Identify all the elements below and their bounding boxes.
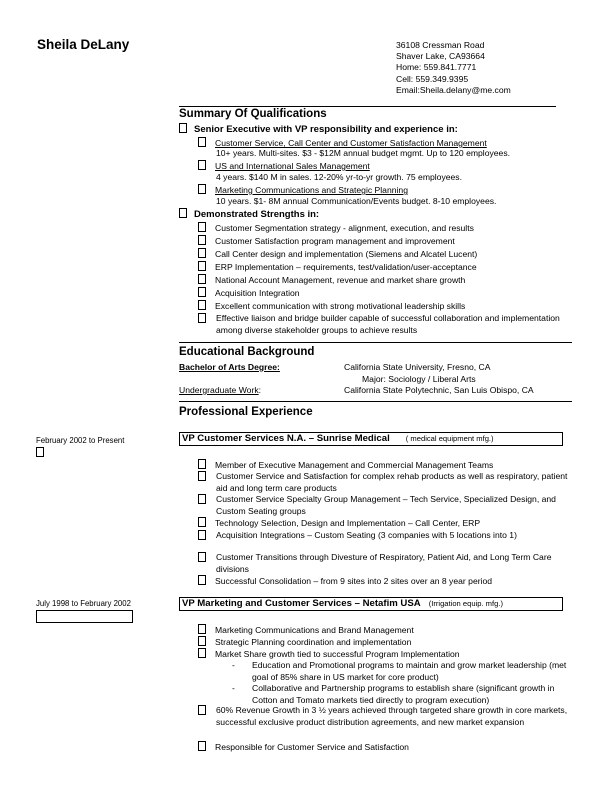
strength-item: Customer Segmentation strategy - alignment, execution, and results [198, 221, 474, 234]
home-phone: Home: 559.841.7771 [396, 62, 477, 73]
strength-item: Excellent communication with strong motivational leadership skills [198, 299, 465, 312]
job-bullet: Market Share growth tied to successful Program Implementation [198, 647, 460, 660]
job-bullet: Responsible for Customer Service and Satisfaction [198, 740, 409, 753]
checkbox-icon [179, 208, 187, 218]
checkbox-icon [198, 261, 206, 271]
job-bullet: Strategic Planning coordination and implementation [198, 635, 411, 648]
checkbox-icon [198, 575, 206, 585]
job-bullet: Member of Executive Management and Commercial Management Teams [198, 458, 493, 471]
checkbox-icon [198, 160, 206, 170]
address-line-1: 36108 Cressman Road [396, 40, 485, 50]
job-bullet-text: Acquisition Integrations – Custom Seating (3 companies with 5 locations into 1) [216, 530, 517, 540]
checkbox-icon [198, 274, 206, 284]
exec-item-detail: 10+ years. Multi-sites. $3 - $12M annual budget mgmt. Up to 120 employees. [216, 148, 511, 158]
job-bullet-text: 60% Revenue Growth in 3 ½ years achieved through targeted share growth in core markets, successful exclusive product distribution agreements, and new market expansion [216, 705, 568, 728]
section-title-education: Educational Background [179, 346, 315, 358]
checkbox-icon [198, 552, 206, 562]
job-bullet [198, 470, 215, 483]
checkbox-icon [198, 459, 206, 469]
email-address: Email:Sheila.delany@me.com [396, 84, 511, 95]
job-title-box [179, 432, 563, 446]
job-sub-bullet: Collaborative and Partnership programs to establish share (significant growth in Cotton and Tomato markets tied directly to program execution) [252, 683, 555, 706]
strength-item: ERP Implementation – requirements, test/validation/user-acceptance [198, 260, 477, 273]
checkbox-icon [198, 636, 206, 646]
school-2: California State Polytechnic, San Luis Obispo, CA [344, 385, 534, 395]
school-1: California State University, Fresno, CA [344, 362, 491, 372]
checkbox-icon [198, 494, 206, 504]
divider [179, 106, 556, 107]
checkbox-icon [198, 137, 206, 147]
job-bullet-text: Customer Transitions through Divesture of Respiratory, Patient Aid, and Long Term Care divisions [216, 552, 552, 575]
checkbox-icon [198, 705, 206, 715]
address-line-2: Shaver Lake, CA93664 [396, 51, 485, 62]
contact-block [396, 40, 511, 96]
checkbox-icon [198, 517, 206, 527]
section-title-experience: Professional Experience [179, 406, 313, 418]
checkbox-icon [198, 287, 206, 297]
job-bullet-text: Customer Service and Satisfaction for complex rehab products as well as respiratory, patient aid and long term care products [216, 471, 568, 494]
job-bullet-text: Customer Service Specialty Group Management – Tech Service, Specialized Design, and Custom Seating groups [216, 494, 556, 517]
job-title-box [179, 597, 563, 611]
checkbox-icon [179, 123, 187, 133]
job-sub-bullet: Education and Promotional programs to maintain and grow market leadership (met goal of 85% share in US market for core product) [252, 660, 567, 683]
strength-item: Call Center design and implementation (Siemens and Alcatel Lucent) [198, 247, 477, 260]
strength-item: Customer Satisfaction program management and improvement [198, 234, 455, 247]
job-bullet: Technology Selection, Design and Implementation – Call Center, ERP [198, 516, 480, 529]
checkbox-icon [198, 471, 206, 481]
major: Major: Sociology / Liberal Arts [362, 374, 476, 384]
checkbox-icon [198, 235, 206, 245]
divider [179, 401, 572, 402]
checkbox-icon [198, 530, 206, 540]
strengths-heading: Demonstrated Strengths in: [179, 207, 319, 220]
checkbox-icon [198, 222, 206, 232]
job-title: VP Marketing and Customer Services – Netafim USA (Irrigation equip. mfg.) [182, 598, 503, 609]
strength-item: Acquisition Integration [198, 286, 300, 299]
cell-phone: Cell: 559.349.9395 [396, 73, 469, 84]
exec-item-detail: 4 years. $140 M in sales. 12-20% yr-to-yr growth. 75 employees. [216, 172, 462, 182]
job-title: VP Customer Services N.A. – Sunrise Medical ( medical equipment mfg.) [182, 433, 494, 444]
job-bullet [198, 704, 215, 717]
date-field-box [36, 610, 133, 623]
dash-icon: - [232, 683, 235, 693]
degree-label: Bachelor of Arts Degree: [179, 362, 280, 372]
job-bullet [198, 493, 215, 506]
divider [179, 342, 572, 343]
checkbox-icon [198, 313, 206, 323]
job-dates: February 2002 to Present [36, 436, 125, 445]
exec-item: US and International Sales Management [198, 159, 370, 172]
checkbox-icon [36, 447, 44, 457]
job-bullet: Marketing Communications and Brand Management [198, 623, 414, 636]
checkbox-icon [198, 741, 206, 751]
strength-item [198, 312, 215, 325]
strength-item: National Account Management, revenue and market share growth [198, 273, 465, 286]
checkbox-icon [198, 248, 206, 258]
job-bullet [198, 551, 215, 564]
section-title-qualifications: Summary Of Qualifications [179, 108, 327, 120]
exec-item: Customer Service, Call Center and Customer Satisfaction Management [198, 136, 487, 149]
checkbox-icon [198, 184, 206, 194]
exec-heading: Senior Executive with VP responsibility and experience in: [179, 122, 458, 135]
exec-item-detail: 10 years. $1- 8M annual Communication/Events budget. 8-10 employees. [216, 196, 497, 206]
strength-item-text: Effective liaison and bridge builder capable of successful collaboration and implementation among diverse stakeholder groups to achieve results [216, 313, 560, 336]
job-bullet: Successful Consolidation – from 9 sites into 2 sites over an 8 year period [198, 574, 492, 587]
candidate-name: Sheila DeLany [37, 37, 130, 52]
checkbox-icon [198, 300, 206, 310]
job-dates: July 1998 to February 2002 [36, 599, 131, 608]
checkbox-icon [198, 624, 206, 634]
job-bullet [198, 529, 215, 542]
checkbox-icon [198, 648, 206, 658]
undergrad-label: Undergraduate Work: [179, 385, 262, 395]
exec-item: Marketing Communications and Strategic Planning [198, 183, 408, 196]
dash-icon: - [232, 660, 235, 670]
